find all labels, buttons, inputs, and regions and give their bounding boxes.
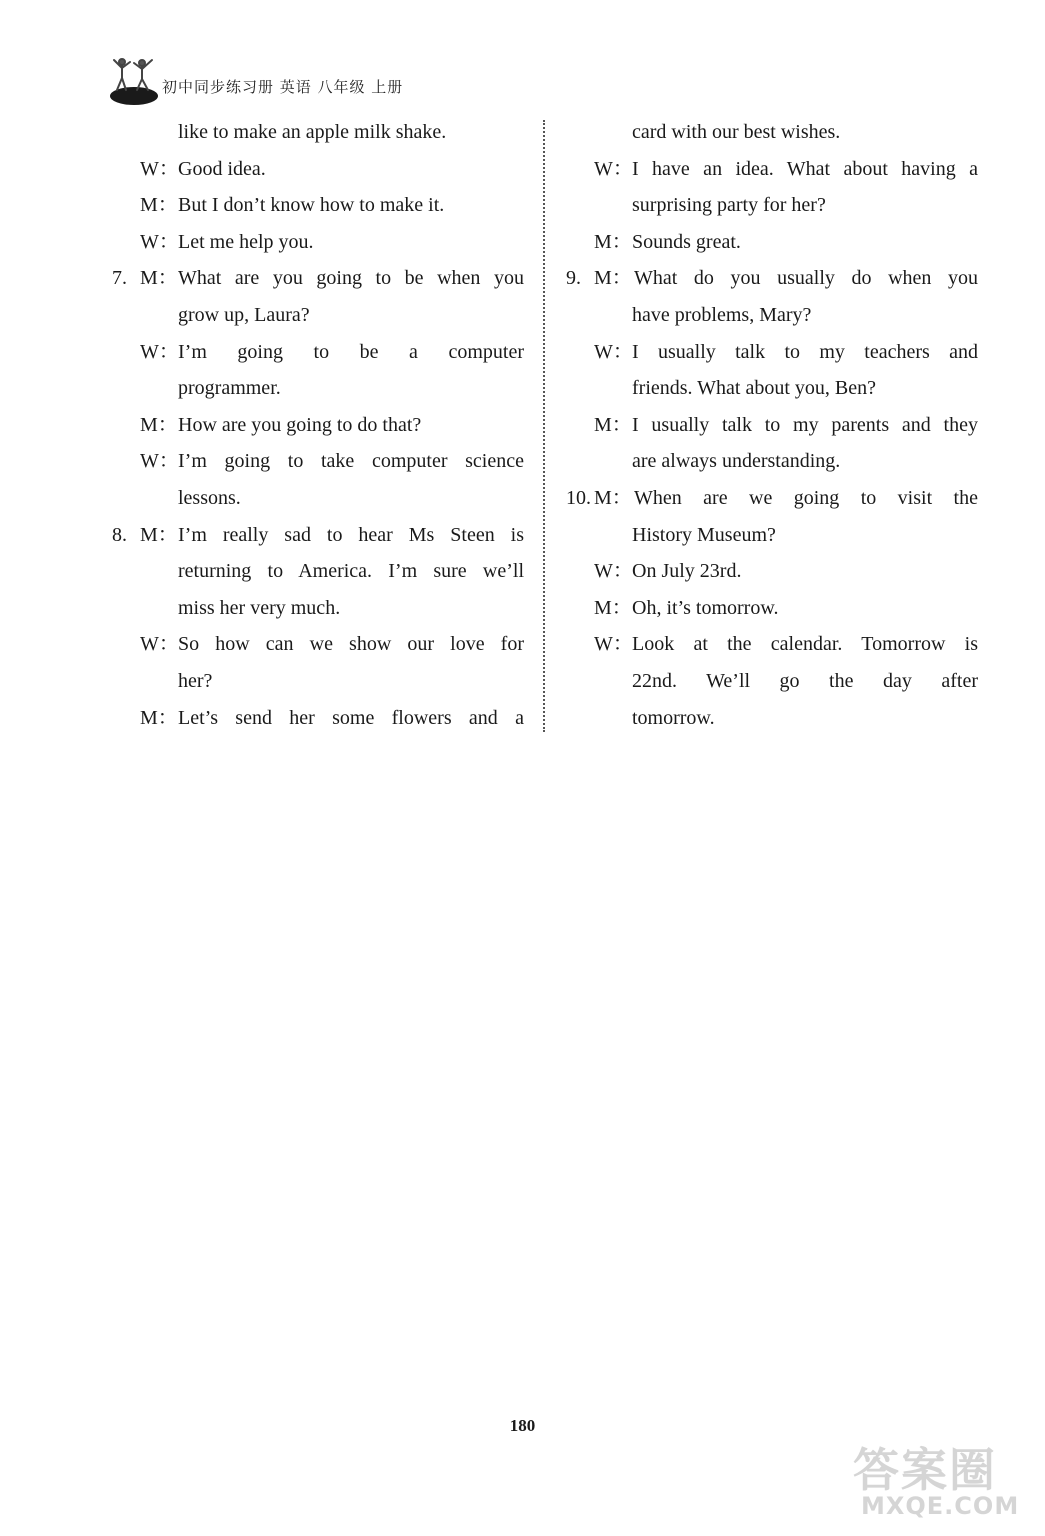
dialogue-line: [566, 334, 978, 371]
speaker-label: M：: [594, 413, 632, 436]
dialogue-line: [112, 114, 524, 151]
column-divider: [543, 120, 545, 732]
watermark-url: MXQE.COM: [861, 1492, 1020, 1520]
question-number: 7.: [112, 267, 127, 290]
speaker-label: W：: [140, 633, 179, 656]
dialogue-text: Look at the calendar. Tomorrow is: [632, 633, 978, 656]
dialogue-text: Oh, it’s tomorrow.: [632, 596, 779, 619]
dialogue-text: I usually talk to my parents and they: [632, 413, 978, 436]
dialogue-text: Sounds great.: [632, 230, 741, 253]
dialogue-line: [566, 480, 978, 517]
question-number: 9.: [566, 267, 581, 290]
dialogue-line: [566, 663, 978, 700]
dialogue-line: [112, 590, 524, 627]
dialogue-text: are always understanding.: [632, 450, 841, 473]
dialogue-line: [112, 553, 524, 590]
speaker-label: M：: [140, 267, 178, 290]
dialogue-line: [566, 700, 978, 737]
dialogue-line: [566, 407, 978, 444]
speaker-label: W：: [140, 340, 179, 363]
dialogue-line: [112, 151, 524, 188]
speaker-label: M：: [140, 413, 178, 436]
dialogue-text: What do you usually do when you: [634, 267, 978, 290]
dancers-logo-icon: [108, 56, 160, 106]
dialogue-text: have problems, Mary?: [632, 303, 812, 326]
dialogue-line: [112, 663, 524, 700]
dialogue-text: I have an idea. What about having a: [632, 157, 978, 180]
dialogue-line: [112, 297, 524, 334]
dialogue-line: [112, 626, 524, 663]
dialogue-line: [112, 517, 524, 554]
speaker-label: W：: [140, 230, 179, 253]
dialogue-line: [566, 224, 978, 261]
speaker-label: W：: [594, 157, 633, 180]
left-column: [112, 114, 524, 736]
page-number: 180: [509, 1416, 536, 1435]
dialogue-text: card with our best wishes.: [632, 121, 841, 143]
dialogue-text: When are we going to visit the: [634, 486, 978, 509]
dialogue-line: [112, 224, 524, 261]
book-title: 初中同步练习册 英语 八年级 上册: [162, 78, 404, 96]
dialogue-text: I’m going to be a computer: [178, 340, 524, 363]
dialogue-text: Good idea.: [178, 157, 266, 180]
speaker-label: W：: [594, 340, 633, 363]
question-number: 10.: [566, 486, 591, 509]
dialogue-line: [112, 700, 524, 737]
dialogue-line: [112, 187, 524, 224]
speaker-label: W：: [594, 560, 633, 583]
dialogue-line: [566, 626, 978, 663]
dialogue-text: Let me help you.: [178, 230, 314, 253]
dialogue-text: On July 23rd.: [632, 560, 742, 583]
dialogue-line: [112, 260, 524, 297]
dialogue-text: 22nd. We’ll go the day after: [632, 669, 978, 692]
speaker-label: M：: [140, 194, 178, 217]
speaker-label: M：: [140, 523, 178, 546]
dialogue-line: [112, 370, 524, 407]
dialogue-text: like to make an apple milk shake.: [178, 121, 447, 143]
dialogue-text: her?: [178, 669, 213, 692]
dialogue-text: I usually talk to my teachers and: [632, 340, 978, 363]
dialogue-text: lessons.: [178, 486, 241, 509]
dialogue-text: But I don’t know how to make it.: [178, 194, 445, 217]
dialogue-line: [566, 260, 978, 297]
dialogue-text: tomorrow.: [632, 706, 715, 729]
speaker-label: M：: [594, 267, 632, 290]
dialogue-line: [566, 114, 978, 151]
dialogue-text: miss her very much.: [178, 596, 341, 619]
speaker-label: W：: [140, 157, 179, 180]
dialogue-text: returning to America. I’m sure we’ll: [178, 560, 524, 583]
right-column: [566, 114, 978, 736]
dialogue-text: So how can we show our love for: [178, 633, 524, 656]
dialogue-line: [112, 443, 524, 480]
dialogue-text: History Museum?: [632, 523, 776, 546]
watermark: [831, 1434, 1031, 1530]
dialogue-line: [566, 297, 978, 334]
question-number: 8.: [112, 523, 127, 546]
speaker-label: M：: [140, 706, 178, 729]
dialogue-text: How are you going to do that?: [178, 413, 422, 436]
dialogue-line: [566, 443, 978, 480]
speaker-label: W：: [594, 633, 633, 656]
dialogue-text: I’m really sad to hear Ms Steen is: [178, 523, 524, 546]
dialogue-text: surprising party for her?: [632, 194, 826, 217]
dialogue-text: What are you going to be when you: [178, 267, 524, 290]
dialogue-line: [566, 517, 978, 554]
speaker-label: M：: [594, 596, 632, 619]
speaker-label: M：: [594, 230, 632, 253]
dialogue-line: [112, 407, 524, 444]
dialogue-line: [566, 151, 978, 188]
dialogue-line: [566, 590, 978, 627]
speaker-label: M：: [594, 486, 632, 509]
dialogue-text: programmer.: [178, 377, 281, 400]
dialogue-text: friends. What about you, Ben?: [632, 377, 877, 400]
dialogue-line: [566, 370, 978, 407]
dialogue-text: I’m going to take computer science: [178, 450, 524, 473]
watermark-mark: 答案圈: [853, 1443, 997, 1497]
dialogue-line: [566, 553, 978, 590]
dialogue-text: grow up, Laura?: [178, 303, 310, 326]
page-header: [108, 56, 528, 106]
dialogue-text: Let’s send her some flowers and a: [178, 706, 524, 729]
dialogue-line: [566, 187, 978, 224]
dialogue-line: [112, 480, 524, 517]
dialogue-line: [112, 334, 524, 371]
speaker-label: W：: [140, 450, 179, 473]
